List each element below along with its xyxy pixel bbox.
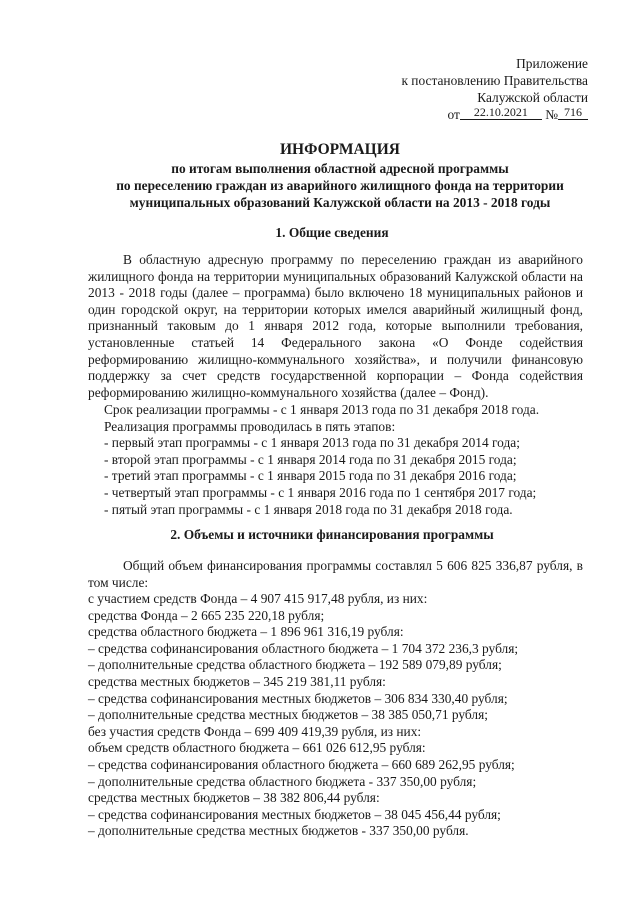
- text-line: средства областного бюджета – 1 896 961 316,19 рубля:: [88, 624, 404, 640]
- text-line: с участием средств Фонда – 4 907 415 917,48 рубля, из них:: [88, 591, 428, 606]
- text-line: - первый этап программы - с 1 января 2013 года по 31 декабря 2014 года;: [104, 435, 520, 451]
- text-line: - третий этап программы - с 1 января 2015 года по 31 декабря 2016 года;: [104, 468, 517, 484]
- resolution-number: 716: [558, 106, 588, 120]
- text-line: – средства софинансирования местных бюджетов – 38 045 456,44 рубля;: [88, 806, 501, 822]
- text-line: – средства софинансирования областного бюджета – 660 689 262,95 рубля;: [88, 756, 515, 772]
- text-line: средства местных бюджетов – 38 382 806,44 рубля:: [88, 790, 380, 806]
- resolution-date: 22.10.2021: [460, 106, 542, 120]
- attachment-date-line: [401, 106, 588, 123]
- number-prefix: №: [545, 107, 558, 122]
- text-line: Реализация программы проводилась в пять этапов:: [104, 418, 396, 434]
- section-2-intro-text: Общий объем финансирования программы составлял 5 606 825 336,87 рубля, в том числе:: [88, 558, 583, 590]
- text-line: – средства софинансирования местных бюджетов – 306 834 330,40 рубля;: [88, 690, 508, 706]
- title-line-1: по итогам выполнения областной адресной программы: [171, 161, 509, 176]
- title-line-2: по переселению граждан из аварийного жилищного фонда на территории: [116, 178, 564, 193]
- section-2-intro: [88, 558, 583, 591]
- text-line: объем средств областного бюджета – 661 026 612,95 рубля:: [88, 740, 426, 756]
- section-2-heading: 2. Объемы и источники финансирования программы: [170, 527, 494, 542]
- title-line-3: муниципальных образований Калужской области на 2013 - 2018 годы: [129, 195, 551, 210]
- title-main: ИНФОРМАЦИЯ: [280, 141, 400, 158]
- section-2-lines: [88, 591, 588, 840]
- text-line: – средства софинансирования областного бюджета – 1 704 372 236,3 рубля;: [88, 640, 519, 656]
- text-line: – дополнительные средства областного бюджета – 192 589 079,89 рубля;: [88, 657, 502, 673]
- text-line: без участия средств Фонда – 699 409 419,39 рубля, из них:: [88, 723, 422, 739]
- from-prefix: от: [447, 107, 460, 122]
- text-line: - пятый этап программы - с 1 января 2018 года по 31 декабря 2018 года.: [104, 501, 513, 517]
- attachment-label: Приложение: [516, 56, 588, 71]
- text-line: – дополнительные средства местных бюджетов - 337 350,00 рубля.: [88, 823, 469, 839]
- section-1-paragraph: [88, 252, 583, 401]
- section-1-lines: [88, 402, 588, 518]
- attachment-resolution: к постановлению Правительства: [401, 73, 588, 88]
- text-line: Срок реализации программы - с 1 января 2013 года по 31 декабря 2018 года.: [104, 402, 540, 417]
- text-line: – дополнительные средства областного бюджета - 337 350,00 рубля;: [88, 773, 477, 789]
- text-line: средства Фонда – 2 665 235 220,18 рубля;: [88, 607, 325, 623]
- attachment-header: [401, 55, 588, 123]
- text-line: - второй этап программы - с 1 января 2014 года по 31 декабря 2015 года;: [104, 451, 517, 467]
- section-1-paragraph-text: В областную адресную программу по переселению граждан из аварийного жилищного фонда на территории муниципальных образований Калужской области на 2013 - 2018 годы (далее – программа) было включено 18 муниципальных районов и один городской округ, на территории которых имелся аварийный жилищный фонд, признанный таковым до 1 января 2012 года, которые выполнили требования, установленные статьей 14 Федерального закона «О Фонде содействия реформированию жилищно-коммунального хозяйства», и получили финансовую поддержку за счет средств государственной корпорации – Фонда содействия реформированию жилищно-коммунального хозяйства (далее – Фонд).: [88, 252, 583, 400]
- text-line: - четвертый этап программы - с 1 января 2016 года по 1 сентября 2017 года;: [104, 484, 537, 500]
- text-line: средства местных бюджетов – 345 219 381,11 рубля:: [88, 673, 386, 689]
- document-title: [90, 140, 590, 211]
- attachment-region: Калужской области: [477, 90, 588, 105]
- section-1-heading: 1. Общие сведения: [275, 225, 389, 240]
- text-line: – дополнительные средства местных бюджетов – 38 385 050,71 рубля;: [88, 707, 488, 723]
